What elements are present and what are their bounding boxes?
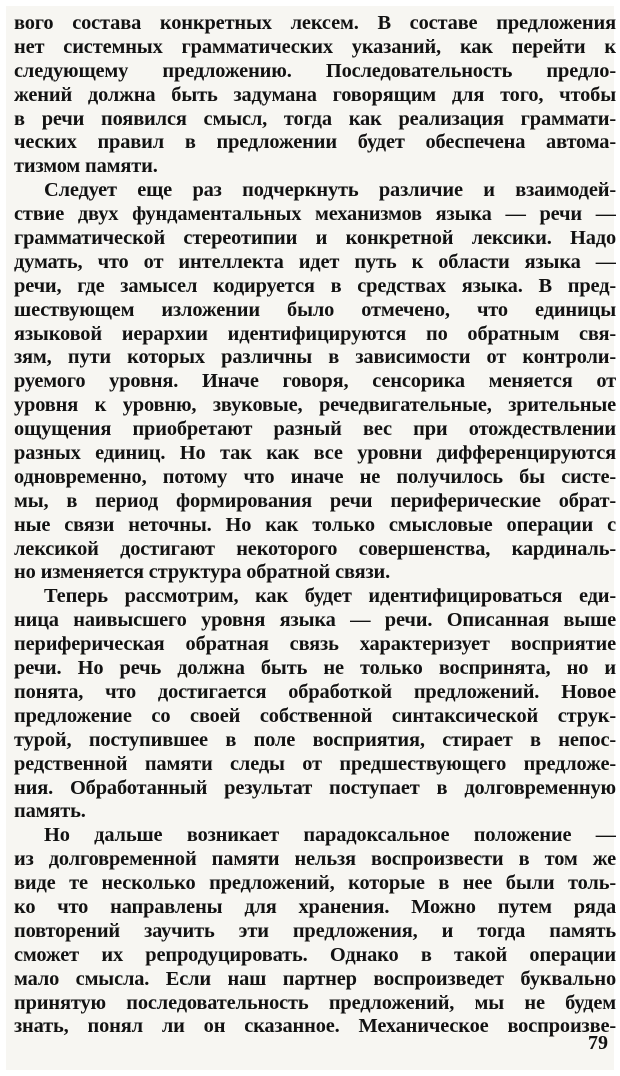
text-line: шествующем изложении было отмечено, что единицы [14,298,616,321]
paragraph-2 [14,179,616,585]
text-line: Теперь рассмотрим, как будет идентифицироваться еди- [44,585,616,608]
text-line: знать, понял ли он сказанное. Механическое воспроизве- [14,1015,616,1038]
text-line: виде те несколько предложений, которые в нее были толь- [14,872,616,895]
text-line: ные связи неточны. Но как только смысловые операции с [14,513,616,536]
text-line: одновременно, потому что иначе не получилось бы систе- [14,465,616,488]
text-line: ствие двух фундаментальных механизмов языка — речи — [14,203,616,226]
text-line: нет системных грамматических указаний, как перейти к [14,35,616,58]
text-line: следующему предложению. Последовательность предло- [14,59,616,82]
text-line: зям, пути которых различны в зависимости от контроли- [14,346,616,369]
text-line: лексикой достигают некоторого совершенства, кардиналь- [14,537,616,560]
text-line: память. [14,800,86,823]
text-line: грамматической стереотипии и конкретной лексики. Надо [14,227,616,250]
paragraph-1 [14,12,616,179]
page-text [14,12,616,1039]
text-line: руемого уровня. Иначе говоря, сенсорика меняется от [14,370,616,393]
text-line: в речи появился смысл, тогда как реализация граммати- [14,107,616,130]
text-line: сможет их репродуцировать. Однако в такой операции [14,943,616,966]
text-line: разных единиц. Но так как все уровни дифференцируются [14,442,616,465]
text-line: ния. Обработанный результат поступает в долговременную [14,776,616,799]
text-line: ко что направлены для хранения. Можно путем ряда [14,895,616,918]
text-line: Но дальше возникает парадоксальное положение — [44,824,616,847]
paragraph-3 [14,585,616,824]
text-line: из долговременной памяти нельзя воспроизвести в том же [14,848,616,871]
text-line: жений должна быть задумана говорящим для того, чтобы [14,83,616,106]
text-line: но изменяется структура обратной связи. [14,561,391,584]
text-line: речи, где замысел кодируется в средствах языка. В пред- [14,274,616,297]
text-line: турой, поступившее в поле восприятия, стирает в непос- [14,728,616,751]
text-line: принятую последовательность предложений, мы не будем [14,991,616,1014]
text-line: мало смысла. Если наш партнер воспроизведет буквально [14,967,616,990]
text-line: думать, что от интеллекта идет путь к области языка — [14,250,616,273]
text-line: повторений заучить эти предложения, и тогда память [14,919,616,942]
text-line: языковой иерархии идентифицируются по обратным свя- [14,322,616,345]
text-line: мы, в период формирования речи периферические обрат- [14,489,616,512]
book-page [6,6,614,1070]
text-line: редственной памяти следы от предшествующего предложе- [14,752,616,775]
text-line: вого состава конкретных лексем. В составе предложения [14,12,616,34]
paragraph-4 [14,824,616,1039]
text-line: понята, что достигается обработкой предложений. Новое [14,680,616,703]
text-line: Следует еще раз подчеркнуть различие и взаимодей- [44,179,616,202]
text-line: ческих правил в предложении будет обеспечена автома- [14,131,616,154]
text-line: ница наивысшего уровня языка — речи. Описанная выше [14,609,616,632]
text-line: речи. Но речь должна быть не только воспринята, но и [14,657,616,680]
text-line: предложение со своей собственной синтаксической струк- [14,704,616,727]
text-line: тизмом памяти. [14,155,158,178]
page-number: 79 [588,1032,608,1054]
text-line: периферическая обратная связь характеризует восприятие [14,633,616,656]
text-line: уровня к уровню, звуковые, речедвигательные, зрительные [14,394,616,417]
text-line: ощущения приобретают разный вес при отождествлении [14,418,616,441]
